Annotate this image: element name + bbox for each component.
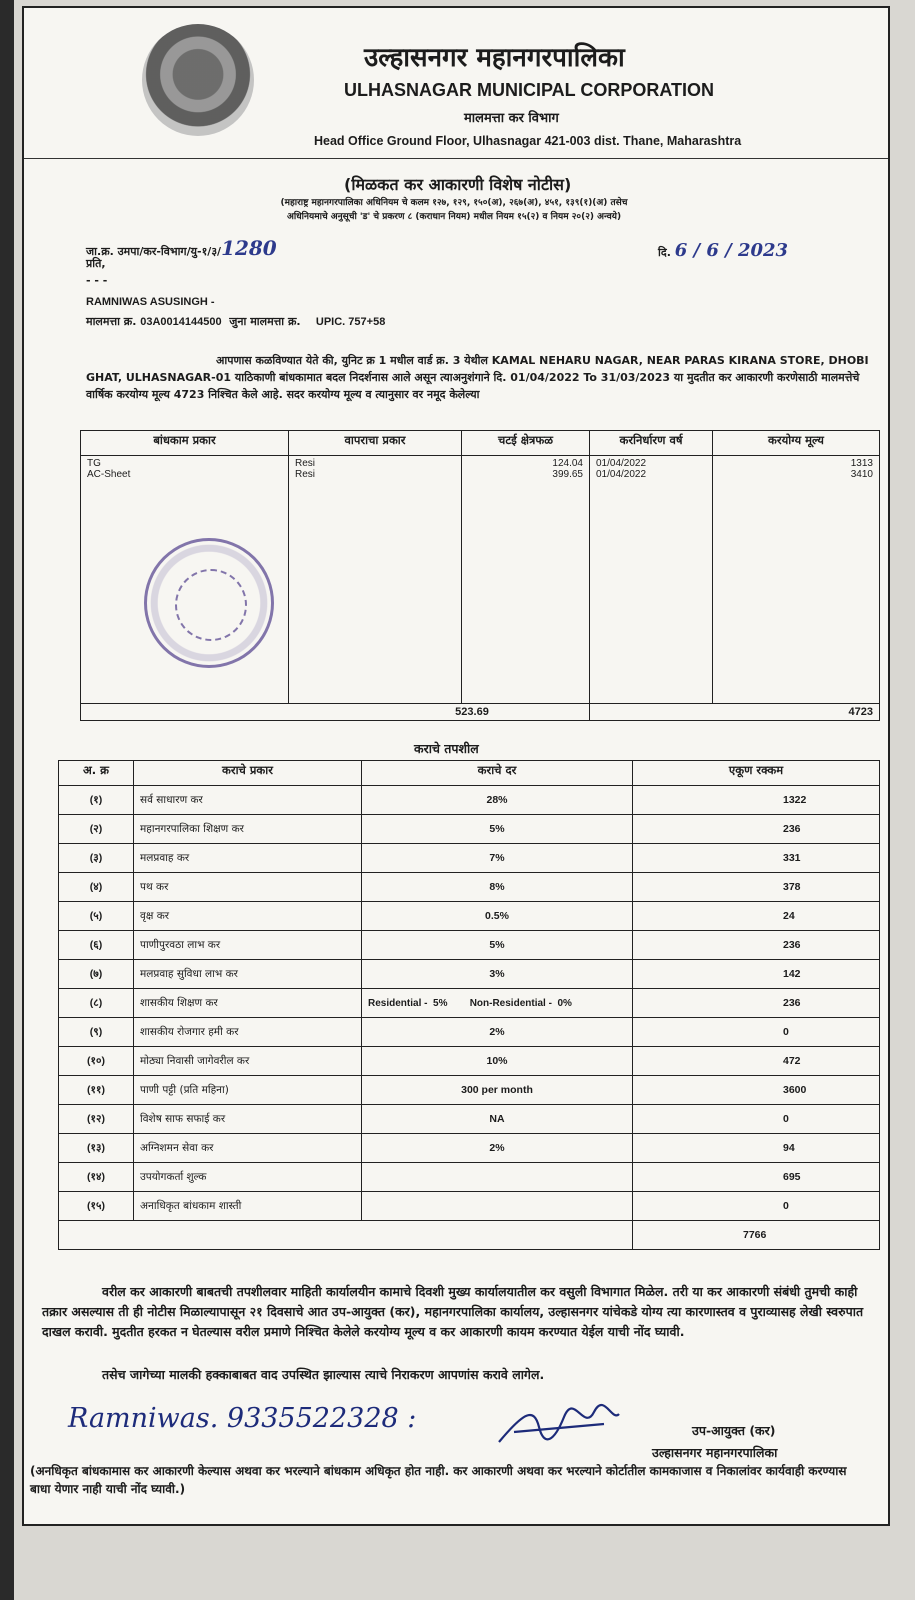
area-1: 124.04 xyxy=(552,458,583,469)
tax-amount: 378 xyxy=(633,873,880,902)
tax-serial: (६) xyxy=(59,931,134,960)
corporation-name-english: ULHASNAGAR MUNICIPAL CORPORATION xyxy=(344,80,714,100)
dashes: - - - xyxy=(86,274,108,287)
tax-rate: 10% xyxy=(362,1047,633,1076)
tax-row xyxy=(59,844,880,873)
tax-amount: 236 xyxy=(633,815,880,844)
signature-icon xyxy=(494,1402,624,1452)
tax-name: अनाधिकृत बांधकाम शास्ती xyxy=(134,1192,362,1221)
footer-paragraph: वरील कर आकारणी बाबतची तपशीलवार माहिती कार्यालयीन कामाचे दिवशी मुख्य कार्यालयातील कर वसुली विभागात मिळेल. तरी या कर आकारणी संबंधी तुमची काही तक्रार असल्यास ती ही नोटीस मिळाल्यापासून २१ दिवसाचे आत उप-आयुक्त (कर), महानगरपालिका कार्यालय, उल्हासनगर यांचेकडे योग्य त्या कारणास्तव व पुराव्यासह लेखी स्वरुपात दाखल करावी. मुदतीत हरकत न घेतल्यास वरील प्रमाणे निश्चित केलेले करयोग्य मूल्य व कर आकारणी कायम करण्यात येईल याची नोंद घ्यावी. xyxy=(42,1284,864,1339)
tax-row xyxy=(59,960,880,989)
corporation-emblem-icon xyxy=(142,24,254,136)
total-area: 523.69 xyxy=(81,704,590,721)
tax-row xyxy=(59,1192,880,1221)
tax-serial: (८) xyxy=(59,989,134,1018)
corporation-name-marathi: उल्हासनगर महानगरपालिका xyxy=(364,43,625,73)
tax-amount: 331 xyxy=(633,844,880,873)
tax-rate: 5% xyxy=(362,815,633,844)
notice-document xyxy=(22,6,890,1526)
construction-2: AC-Sheet xyxy=(87,469,131,480)
tax-amount: 142 xyxy=(633,960,880,989)
old-property-label: जुना मालमत्ता क्र. xyxy=(229,315,301,328)
tax-name: शासकीय शिक्षण कर xyxy=(134,989,362,1018)
upic-number: UPIC. 757+58 xyxy=(315,316,386,328)
tax-serial: (५) xyxy=(59,902,134,931)
date-value: 6 / 6 / 2023 xyxy=(674,240,789,261)
tax-name: शासकीय रोजगार हमी कर xyxy=(134,1018,362,1047)
tax-name: मलप्रवाह सुविधा लाभ कर xyxy=(134,960,362,989)
owner-name: RAMNIWAS ASUSINGH - xyxy=(86,296,215,308)
department-name: मालमत्ता कर विभाग xyxy=(464,111,559,126)
tax-serial: (१५) xyxy=(59,1192,134,1221)
tax-row xyxy=(59,1134,880,1163)
tax-row xyxy=(59,902,880,931)
tax-serial: (९) xyxy=(59,1018,134,1047)
tax-row xyxy=(59,873,880,902)
tax-rate: 300 per month xyxy=(362,1076,633,1105)
tax-rate xyxy=(362,1192,633,1221)
tax-row xyxy=(59,1105,880,1134)
tax-total-spacer xyxy=(59,1221,633,1250)
tax-amount: 3600 xyxy=(633,1076,880,1105)
tax-rate xyxy=(362,1163,633,1192)
tax-name: विशेष साफ सफाई कर xyxy=(134,1105,362,1134)
value-1: 1313 xyxy=(850,458,873,469)
tax-serial: (४) xyxy=(59,873,134,902)
area-cell xyxy=(462,456,590,704)
letterhead xyxy=(24,8,888,159)
tax-serial: (११) xyxy=(59,1076,134,1105)
tax-rate: 3% xyxy=(362,960,633,989)
tax-rate: Residential - 5% Non-Residential - 0% xyxy=(362,989,633,1018)
tax-amount: 0 xyxy=(633,1018,880,1047)
tax-serial: (२) xyxy=(59,815,134,844)
tax-rate: 2% xyxy=(362,1134,633,1163)
tax-rate: 28% xyxy=(362,786,633,815)
assessment-header-row xyxy=(81,431,880,456)
notice-subtitle xyxy=(134,196,774,224)
tax-serial: (१०) xyxy=(59,1047,134,1076)
subtitle-line-2: अधिनियमाचे अनुसूची 'ड' चे प्रकरण ८ (कराधान नियम) मधील नियम १५(२) व नियम २०(२) अन्वये) xyxy=(286,212,622,222)
tax-rate: 8% xyxy=(362,873,633,902)
tax-rate: 7% xyxy=(362,844,633,873)
value-cell xyxy=(713,456,880,704)
tax-amount: 236 xyxy=(633,989,880,1018)
tax-details-table xyxy=(58,760,880,1250)
value-2: 3410 xyxy=(850,469,873,480)
tax-serial: (३) xyxy=(59,844,134,873)
tax-header-row xyxy=(59,761,880,786)
tax-name: सर्व साधारण कर xyxy=(134,786,362,815)
col-serial: अ. क्र xyxy=(59,761,134,786)
reference-line xyxy=(86,236,277,260)
col-total-amount: एकूण रक्कम xyxy=(633,761,880,786)
tax-amount: 472 xyxy=(633,1047,880,1076)
tax-serial: (१२) xyxy=(59,1105,134,1134)
notice-paragraph: आपणास कळविण्यात येते की, युनिट क्र 1 मधील वार्ड क्र. 3 येथील KAMAL NEHARU NAGAR, NEAR PARAS KIRANA STORE, DHOBI GHAT, ULHASNAGAR-01 याठिकाणी बांधकामात बदल निदर्शनास आले असून त्याअनुशंगाने दि. 01/04/2022 To 31/03/2023 या मुदतीत कर आकारणी करणेसाठी मालमत्तेचे वार्षिक करयोग्य मूल्य 4723 निश्चित केले आहे. सदर करयोग्य मूल्य व त्यानुसार वर नमूद केलेल्या xyxy=(86,354,869,401)
tax-row xyxy=(59,786,880,815)
tax-grand-total: 7766 xyxy=(633,1221,880,1250)
tax-name: उपयोगकर्ता शुल्क xyxy=(134,1163,362,1192)
tax-amount: 0 xyxy=(633,1192,880,1221)
tax-row xyxy=(59,989,880,1018)
tax-rate: 5% xyxy=(362,931,633,960)
tax-serial: (१) xyxy=(59,786,134,815)
tax-name: वृक्ष कर xyxy=(134,902,362,931)
property-label: मालमत्ता क्र. xyxy=(86,315,137,328)
tax-amount: 24 xyxy=(633,902,880,931)
col-taxable-value: करयोग्य मूल्य xyxy=(713,431,880,456)
tax-rows xyxy=(59,786,880,1221)
tax-total-row xyxy=(59,1221,880,1250)
assessment-total-row xyxy=(81,704,880,721)
ownership-dispute-note: तसेच जागेच्या मालकी हक्काबाबत वाद उपस्थित झाल्यास त्याचे निराकरण आपणांस करावे लागेल. xyxy=(102,1367,545,1382)
tax-row xyxy=(59,1047,880,1076)
signatory-title: उप-आयुक्त (कर) xyxy=(692,1423,776,1438)
reference-number: 1280 xyxy=(221,236,277,260)
construction-1: TG xyxy=(87,458,101,469)
property-line xyxy=(86,314,385,329)
col-assessment-year: करनिर्धारण वर्ष xyxy=(590,431,713,456)
year-1: 01/04/2022 xyxy=(596,458,647,469)
tax-amount: 94 xyxy=(633,1134,880,1163)
tax-row xyxy=(59,815,880,844)
prati-label: प्रति, xyxy=(86,257,106,270)
usage-2: Resi xyxy=(295,469,316,480)
usage-cell xyxy=(289,456,462,704)
tax-rate: 0.5% xyxy=(362,902,633,931)
tax-serial: (१४) xyxy=(59,1163,134,1192)
tax-row xyxy=(59,931,880,960)
tax-rate: NA xyxy=(362,1105,633,1134)
tax-amount: 695 xyxy=(633,1163,880,1192)
tax-amount: 1322 xyxy=(633,786,880,815)
tax-amount: 0 xyxy=(633,1105,880,1134)
tax-row xyxy=(59,1018,880,1047)
tax-row xyxy=(59,1163,880,1192)
tax-row xyxy=(59,1076,880,1105)
tax-name: पथ कर xyxy=(134,873,362,902)
reference-label: जा.क्र. उमपा/कर-विभाग/यु-१/३/ xyxy=(86,245,222,258)
col-tax-rate: कराचे दर xyxy=(362,761,633,786)
year-cell xyxy=(590,456,713,704)
notice-title: (मिळकत कर आकारणी विशेष नोटीस) xyxy=(344,175,572,194)
disclaimer-note: (अनधिकृत बांधकामास कर आकारणी केल्यास अथवा कर भरल्याने बांधकाम अधिकृत होत नाही. कर आकारणी अथवा कर भरल्याने कोर्टातील कामकाजास व निकालांवर कार्यवाही करण्यास बाधा येणार नाही याची नोंद घ्यावी.) xyxy=(30,1464,847,1496)
tax-rate: 2% xyxy=(362,1018,633,1047)
tax-serial: (७) xyxy=(59,960,134,989)
tax-serial: (१३) xyxy=(59,1134,134,1163)
date-label: दि. xyxy=(658,246,671,259)
tax-name: महानगरपालिका शिक्षण कर xyxy=(134,815,362,844)
col-tax-type: कराचे प्रकार xyxy=(134,761,362,786)
scan-edge xyxy=(0,0,14,1600)
tax-name: पाणीपुरवठा लाभ कर xyxy=(134,931,362,960)
tax-name: मलप्रवाह कर xyxy=(134,844,362,873)
col-usage-type: वापराचा प्रकार xyxy=(289,431,462,456)
date-line xyxy=(658,240,788,261)
signatory-organization: उल्हासनगर महानगरपालिका xyxy=(652,1445,778,1460)
col-construction-type: बांधकाम प्रकार xyxy=(81,431,289,456)
tax-amount: 236 xyxy=(633,931,880,960)
tax-details-caption: कराचे तपशील xyxy=(414,741,479,756)
usage-1: Resi xyxy=(295,458,316,469)
subtitle-line-1: (महाराष्ट्र महानगरपालिका अधिनियम चे कलम १२७, १२९, १५०(अ), २६७(अ), ४५१, १३९(१)(अ) तसेच xyxy=(280,198,628,208)
handwritten-name-phone: Ramniwas. 9335522328 : xyxy=(68,1403,417,1434)
col-carpet-area: चटई क्षेत्रफळ xyxy=(462,431,590,456)
year-2: 01/04/2022 xyxy=(596,469,647,480)
office-address: Head Office Ground Floor, Ulhasnagar 421-003 dist. Thane, Maharashtra xyxy=(314,134,742,148)
tax-name: अग्निशमन सेवा कर xyxy=(134,1134,362,1163)
area-2: 399.65 xyxy=(552,469,583,480)
property-number: 03A0014144500 xyxy=(140,316,222,328)
official-seal-stamp xyxy=(144,538,274,668)
total-value: 4723 xyxy=(590,704,880,721)
tax-name: पाणी पट्टी (प्रति महिना) xyxy=(134,1076,362,1105)
tax-name: मोठ्या निवासी जागेवरील कर xyxy=(134,1047,362,1076)
